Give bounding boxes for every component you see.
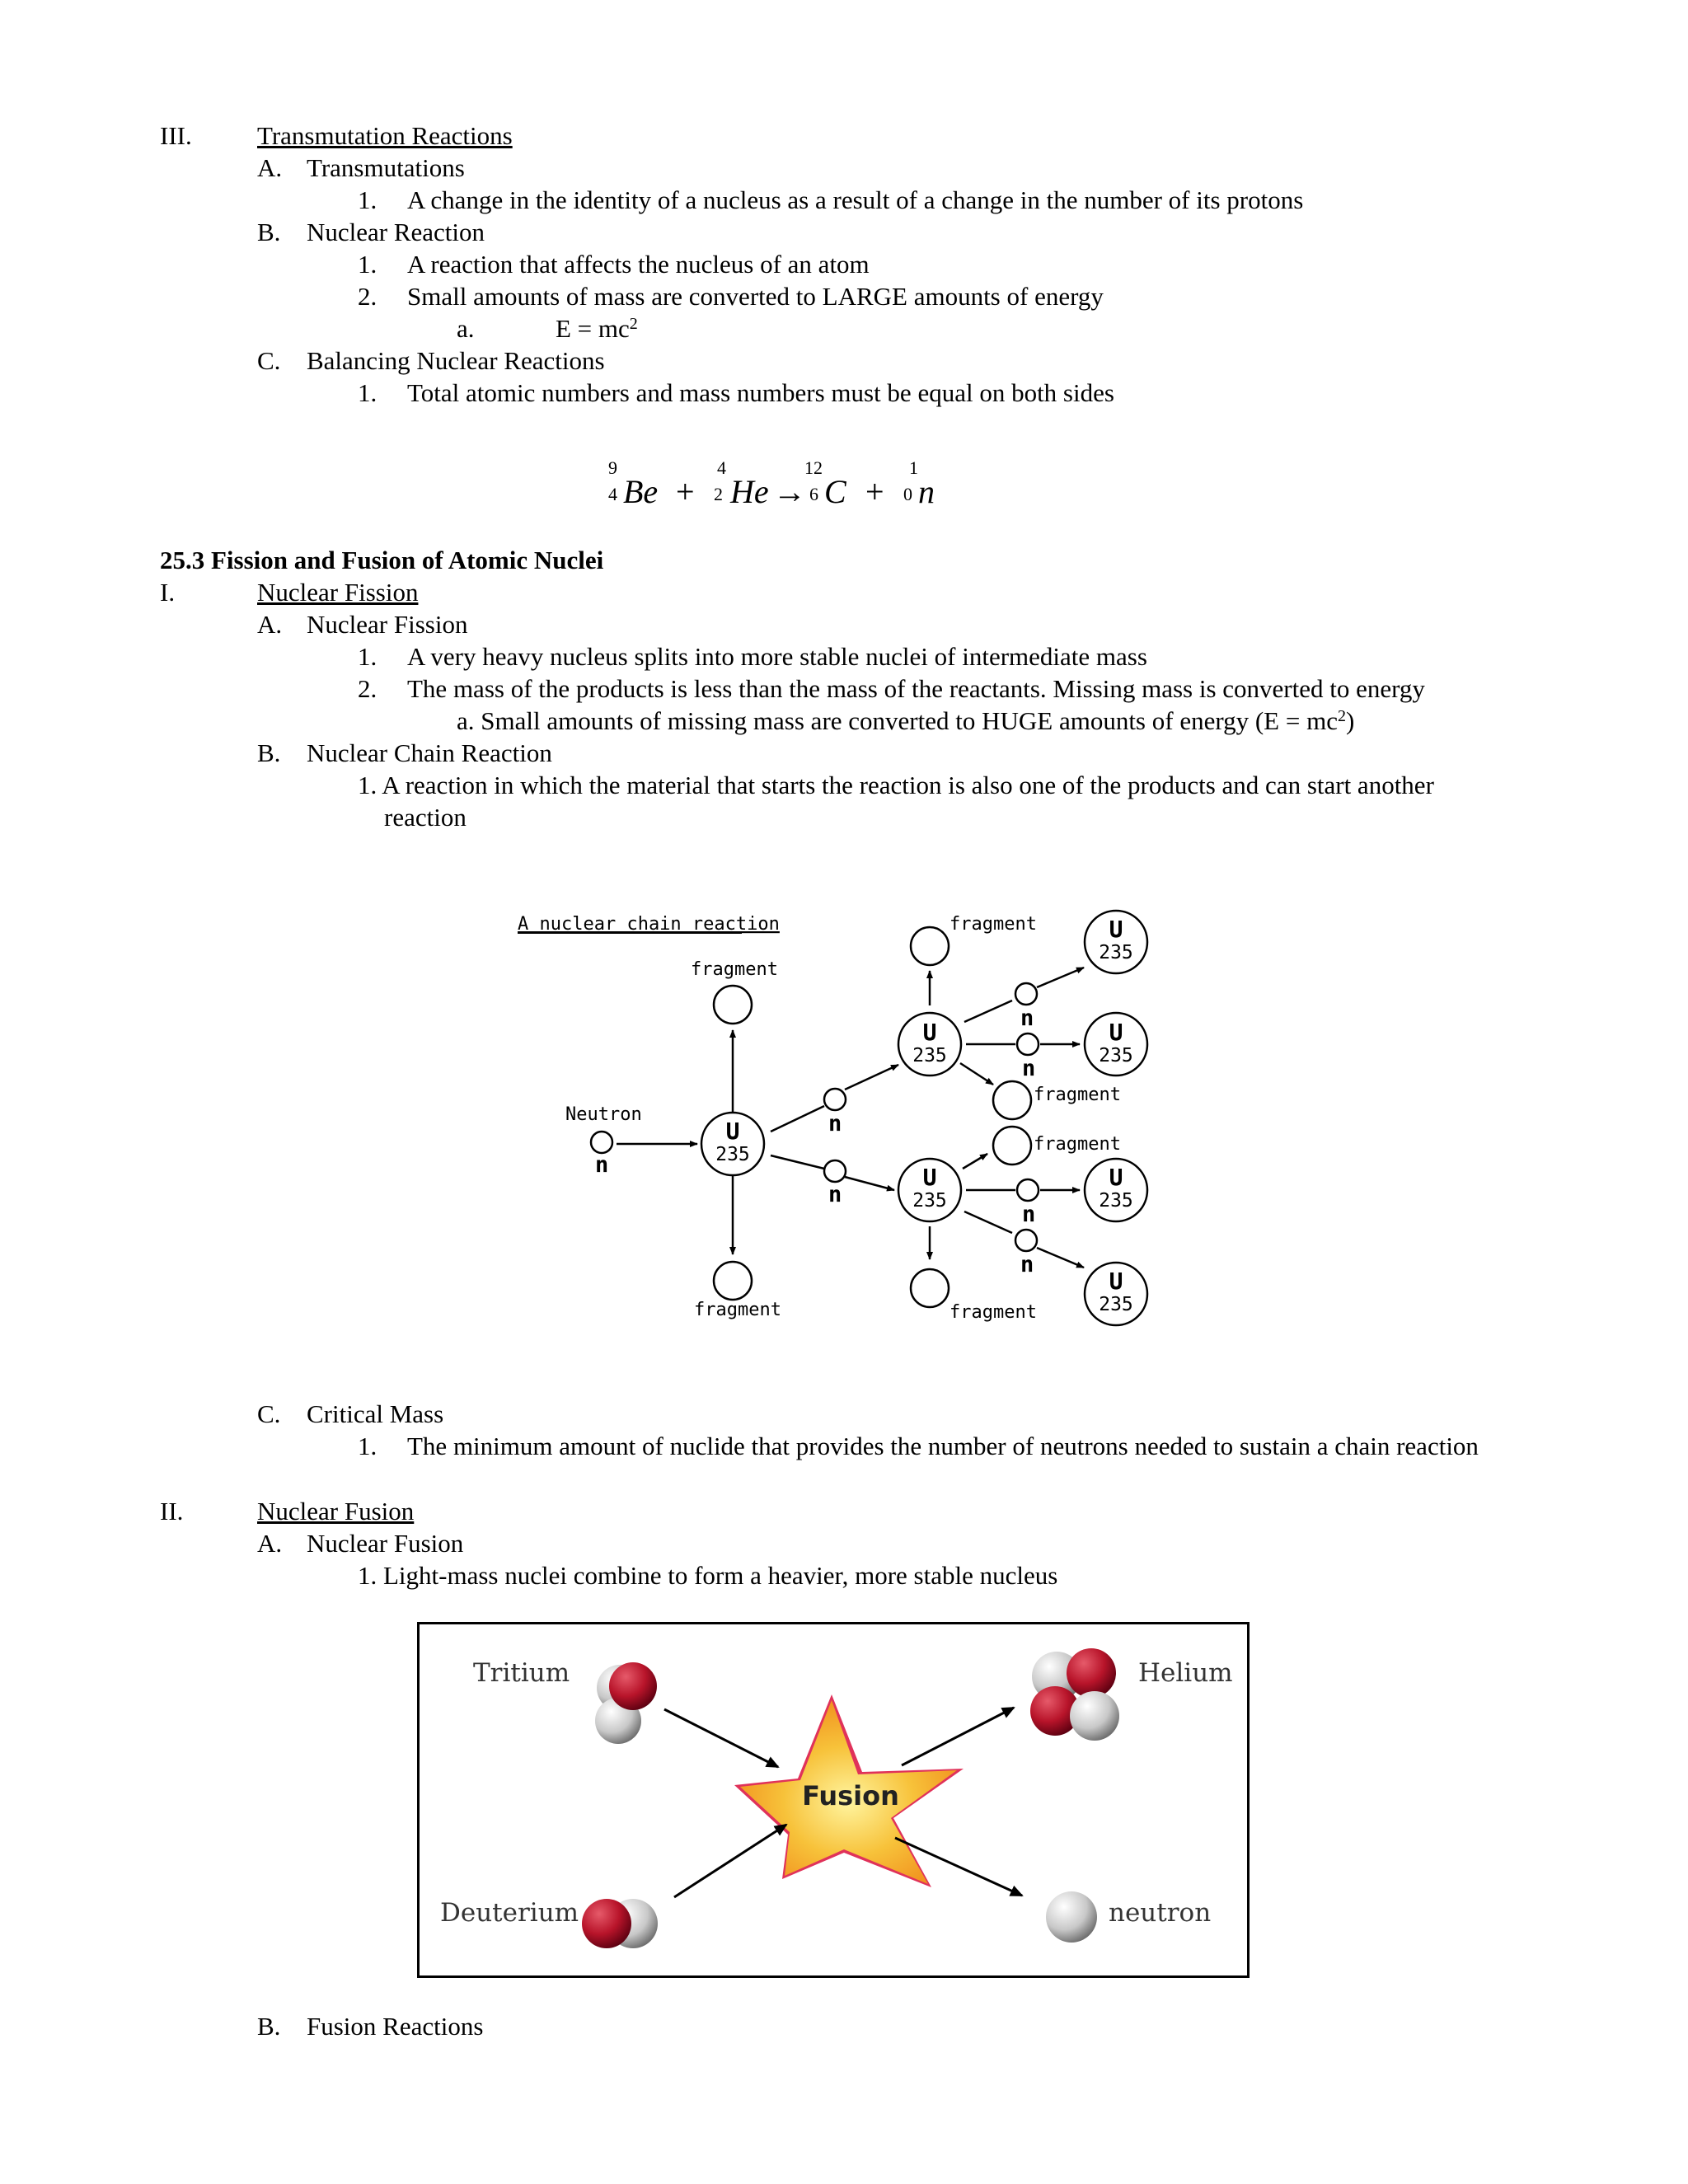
carbon-symbol: C <box>824 473 846 510</box>
outline-letter: A. <box>257 153 283 182</box>
formula: $E = mc^2$ <box>556 314 638 343</box>
fusion-label: Fusion <box>802 1780 899 1811</box>
fragment-circle <box>714 1262 752 1300</box>
arrow <box>963 1154 987 1169</box>
fragment-circle <box>993 1081 1031 1119</box>
fragment-circle <box>714 986 752 1024</box>
section-title: Nuclear Fission <box>257 578 419 607</box>
section-numeral: I. <box>160 578 176 607</box>
deuterium-nucleus <box>582 1899 658 1948</box>
chapter-heading: 25.3 Fission and Fusion of Atomic Nuclei <box>160 546 604 574</box>
svg-text:U: U <box>1109 916 1123 943</box>
outline-heading: Balancing Nuclear Reactions <box>307 346 605 375</box>
arrow <box>845 1177 894 1190</box>
item-text: The mass of the products is less than the mass of the reactants. Missing mass is converted to energy <box>407 674 1425 703</box>
section-numeral: II. <box>160 1497 184 1526</box>
n-label: n <box>1020 1005 1034 1031</box>
outline-letter: A. <box>257 1529 283 1558</box>
fragment-label: fragment <box>950 1302 1037 1323</box>
neutron-circle <box>1017 1179 1039 1201</box>
outline-heading: Transmutations <box>307 153 465 182</box>
reaction-arrow: → <box>773 473 806 510</box>
svg-text:235: 235 <box>715 1144 750 1165</box>
item-number: 2. <box>358 674 377 703</box>
item-number: 1. <box>358 185 377 214</box>
arrow <box>1037 1248 1084 1268</box>
fragment-label: fragment <box>694 1300 781 1320</box>
svg-text:235: 235 <box>912 1045 947 1066</box>
helium-label: Helium <box>1138 1658 1233 1688</box>
svg-text:235: 235 <box>1099 942 1133 963</box>
item-number: 1. <box>358 250 377 279</box>
n-label: n <box>828 1111 842 1137</box>
svg-text:U: U <box>922 1164 937 1191</box>
section-numeral: III. <box>160 121 192 150</box>
item-number: 1. <box>358 642 377 671</box>
sub-item-text: a. Small amounts of missing mass are converted to HUGE amounts of energy $(E = mc^2)$ <box>457 706 1355 735</box>
arrow <box>964 1212 1012 1233</box>
section-title: Transmutation Reactions <box>257 121 513 150</box>
arrow <box>771 1106 824 1132</box>
item-number: 1. <box>358 1432 377 1460</box>
outline-heading: Critical Mass <box>307 1399 444 1428</box>
neutrons <box>591 983 1039 1251</box>
item-text: The minimum amount of nuclide that provides the number of neutrons needed to sustain a chain reaction <box>407 1432 1479 1460</box>
item-text-continued: reaction <box>384 803 467 832</box>
n-label: n <box>1022 1056 1036 1081</box>
outline-letter: A. <box>257 610 283 639</box>
neutron-label: neutron <box>1109 1898 1212 1928</box>
fragment-label: fragment <box>1034 1085 1121 1105</box>
beryllium-symbol: Be <box>623 473 659 510</box>
neutron-circle <box>1015 1230 1037 1251</box>
n-label: n <box>1022 1202 1036 1227</box>
arrow <box>960 1063 993 1085</box>
svg-text:U: U <box>1109 1268 1123 1295</box>
svg-text:U: U <box>922 1019 937 1046</box>
uranium-nucleus <box>898 1159 961 1221</box>
item-number: 2. <box>358 282 377 311</box>
svg-text:U: U <box>725 1118 740 1145</box>
neutron-circle <box>1015 983 1037 1005</box>
uranium-nucleus <box>1085 1159 1147 1221</box>
n-label: n <box>595 1152 609 1178</box>
fragment-label: fragment <box>691 959 778 980</box>
neutron-circle <box>824 1160 846 1182</box>
fragments <box>714 927 1031 1307</box>
outline-heading: Nuclear Fission <box>307 610 468 639</box>
arrow <box>771 1155 824 1169</box>
helium-symbol: He <box>730 473 769 510</box>
item-text: 1. A reaction in which the material that starts the reaction is also one of the products and can start another <box>358 771 1434 799</box>
svg-text:235: 235 <box>1099 1294 1133 1315</box>
uranium-nucleus <box>701 1113 764 1175</box>
svg-text:U: U <box>1109 1164 1123 1191</box>
outline-letter: C. <box>257 1399 281 1428</box>
neutron-symbol: n <box>918 473 935 510</box>
n-label: n <box>1020 1252 1034 1277</box>
neutron-label: Neutron <box>565 1104 642 1125</box>
svg-text:U: U <box>1109 1019 1123 1046</box>
outline-heading: Nuclear Chain Reaction <box>307 738 552 767</box>
n-label: n <box>828 1182 842 1207</box>
neutron-circle <box>824 1089 846 1110</box>
svg-text:235: 235 <box>1099 1045 1133 1066</box>
arrow <box>1037 968 1084 987</box>
item-text: A very heavy nucleus splits into more stable nuclei of intermediate mass <box>407 642 1147 671</box>
fragment-circle <box>993 1127 1031 1165</box>
outline-heading: Nuclear Reaction <box>307 218 485 246</box>
fragment-circle <box>911 1269 949 1307</box>
tritium-label: Tritium <box>473 1658 570 1688</box>
outline-letter: B. <box>257 738 281 767</box>
neutron-circle <box>591 1132 612 1153</box>
neutron-circle <box>1017 1033 1039 1055</box>
neutron-labels <box>595 1005 1035 1277</box>
diagram-title: A nuclear chain reaction <box>518 914 780 935</box>
item-number: 1. <box>358 378 377 407</box>
neutron-particle <box>1046 1891 1097 1943</box>
item-text: A reaction that affects the nucleus of an atom <box>407 250 870 279</box>
outline-letter: C. <box>257 346 281 375</box>
item-text: 1. Light-mass nuclei combine to form a heavier, more stable nucleus <box>358 1561 1058 1590</box>
outline-heading: Nuclear Fusion <box>307 1529 464 1558</box>
svg-text:235: 235 <box>912 1190 947 1212</box>
svg-text:235: 235 <box>1099 1190 1133 1212</box>
uranium-nucleus <box>1085 911 1147 973</box>
section-title: Nuclear Fusion <box>257 1497 415 1526</box>
outline-heading: Fusion Reactions <box>307 2012 484 2041</box>
uranium-nucleus <box>1085 1013 1147 1076</box>
outline-letter: B. <box>257 218 281 246</box>
fusion-diagram <box>417 1622 1250 1978</box>
item-text: A change in the identity of a nucleus as a result of a change in the number of its protons <box>407 185 1304 214</box>
sub-letter: a. <box>457 314 475 343</box>
arrow <box>845 1065 898 1090</box>
fragment-label: fragment <box>950 914 1037 935</box>
arrow <box>964 1001 1012 1022</box>
uranium-nucleus <box>898 1013 961 1076</box>
item-text: Small amounts of mass are converted to LARGE amounts of energy <box>407 282 1104 311</box>
outline-letter: B. <box>257 2012 281 2041</box>
deuterium-label: Deuterium <box>440 1898 579 1928</box>
uranium-nucleus <box>1085 1263 1147 1325</box>
item-text: Total atomic numbers and mass numbers must be equal on both sides <box>407 378 1114 407</box>
fragment-circle <box>911 927 949 965</box>
fragment-label: fragment <box>1034 1134 1121 1155</box>
